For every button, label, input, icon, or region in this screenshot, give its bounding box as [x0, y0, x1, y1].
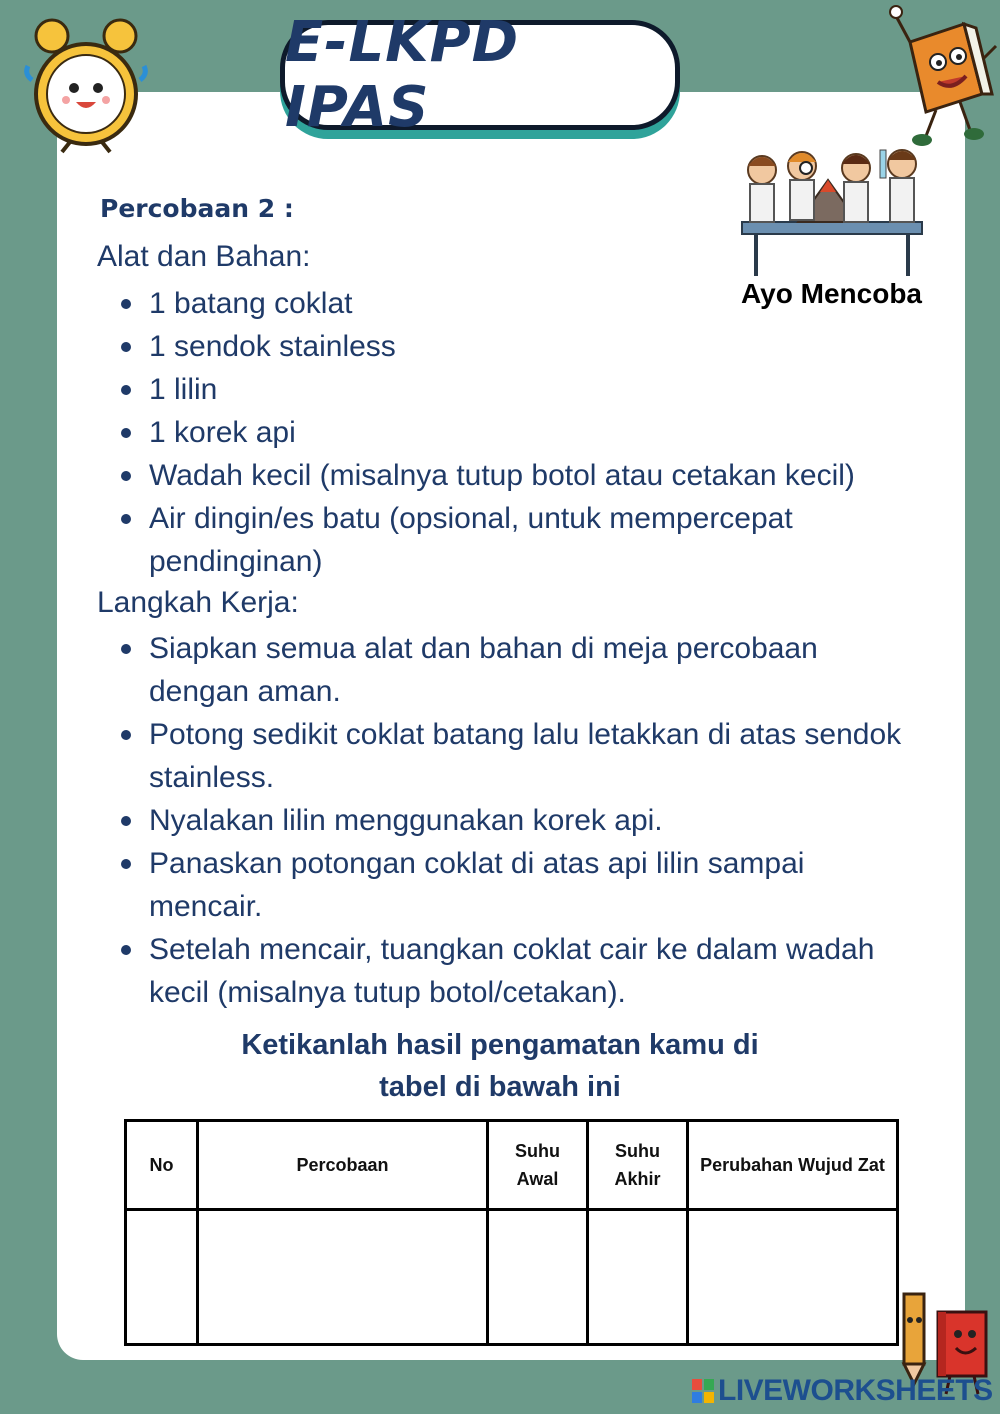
list-item: Wadah kecil (misalnya tutup botol atau cetakan kecil)	[149, 454, 919, 497]
list-item: 1 korek api	[149, 411, 919, 454]
steps-list	[149, 627, 919, 1014]
ayo-mencoba-label: Ayo Mencoba	[741, 278, 922, 309]
column-header-no: No	[126, 1121, 198, 1210]
column-header-suhu-akhir: Suhu Akhir	[588, 1121, 688, 1210]
answer-cell-no[interactable]	[126, 1210, 198, 1345]
list-item: Setelah mencair, tuangkan coklat cair ke dalam wadah kecil (misalnya tutup botol/cetakan).	[149, 928, 919, 1014]
answer-cell-suhu-awal[interactable]	[488, 1210, 588, 1345]
list-item: Siapkan semua alat dan bahan di meja percobaan dengan aman.	[149, 627, 919, 713]
list-item: 1 sendok stainless	[149, 325, 919, 368]
column-header-percobaan: Percobaan	[198, 1121, 488, 1210]
instruction-line: tabel di bawah ini	[379, 1071, 621, 1103]
instruction-line: Ketikanlah hasil pengamatan kamu di	[241, 1029, 759, 1061]
book-mascot-icon	[886, 2, 1000, 152]
observation-table	[124, 1119, 899, 1346]
page-title: E-LKPD IPAS	[285, 10, 520, 140]
title-badge	[280, 10, 680, 140]
kids-experiment-illustration	[736, 142, 928, 278]
alarm-clock-mascot-icon	[22, 14, 150, 154]
observation-instruction	[150, 1024, 850, 1108]
liveworksheets-logo-icon	[692, 1379, 714, 1403]
table-row	[126, 1210, 898, 1345]
column-header-perubahan-wujud-zat: Perubahan Wujud Zat	[688, 1121, 898, 1210]
list-item: Potong sedikit coklat batang lalu letakkan di atas sendok stainless.	[149, 713, 919, 799]
materials-list	[149, 282, 919, 583]
answer-cell-percobaan[interactable]	[198, 1210, 488, 1345]
list-item: 1 lilin	[149, 368, 919, 411]
materials-label: Alat dan Bahan:	[97, 240, 311, 273]
steps-label: Langkah Kerja:	[97, 586, 299, 619]
column-header-suhu-awal: Suhu Awal	[488, 1121, 588, 1210]
list-item: Nyalakan lilin menggunakan korek api.	[149, 799, 919, 842]
liveworksheets-watermark: LIVEWORKSHEETS	[718, 1374, 993, 1407]
list-item: Panaskan potongan coklat di atas api lilin sampai mencair.	[149, 842, 919, 928]
experiment-heading: Percobaan 2 :	[100, 194, 294, 223]
list-item: Air dingin/es batu (opsional, untuk mempercepat pendinginan)	[149, 497, 919, 583]
list-item: 1 batang coklat	[149, 282, 919, 325]
answer-cell-suhu-akhir[interactable]	[588, 1210, 688, 1345]
table-header-row	[126, 1121, 898, 1210]
answer-cell-perubahan-wujud-zat[interactable]	[688, 1210, 898, 1345]
